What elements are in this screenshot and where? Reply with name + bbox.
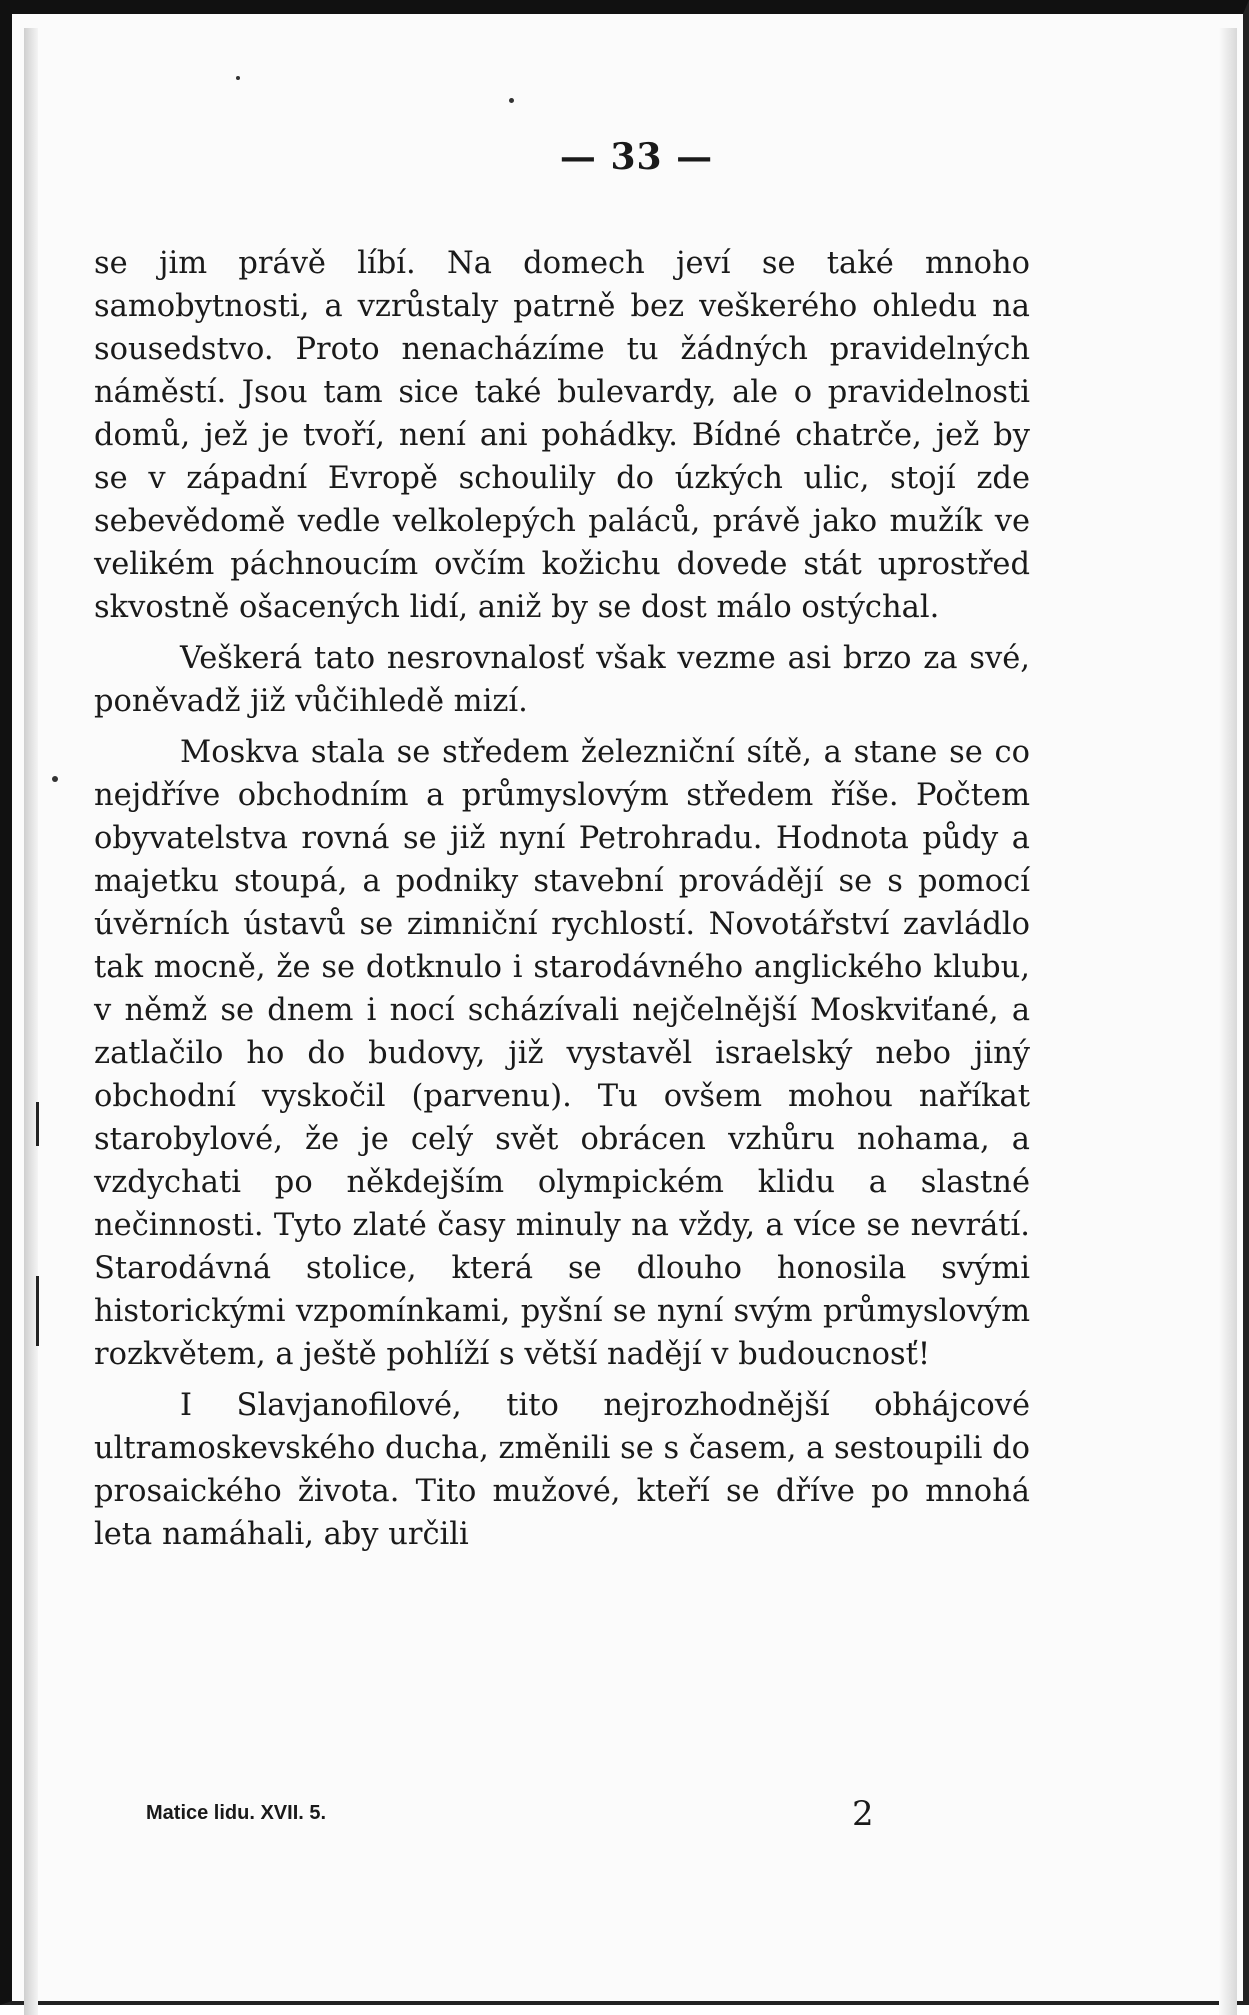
paragraph-2: Veškerá tato nesrovnalosť však vezme asi brzo za své, poněvadž již vůčihledě mizí. [94,641,1030,719]
print-speck [52,776,58,782]
margin-mark [36,1276,39,1346]
paragraph-3: Moskva stala se středem železniční sítě, a stane se co nejdříve obchodním a průmyslovým středem říše. Počtem obyvatelstva rovná se již nyní Petrohradu. Hodnota půdy a majetku stoupá, a podniky stavební provádějí se s pomocí úvěrních ústavů se zimniční rychlostí. Novotářství zavládlo tak mocně, že se dotknulo i starodávného anglického klubu, v němž se dnem i nocí scházívali nejčelnější Moskviťané, a zatlačilo ho do budovy, již vystavěl israelský nebo jiný obchodní vyskočil (parvenu). Tu ovšem mohou naříkat starobylové, že je celý svět obrácen vzhůru nohama, a vzdychati po někdejším olympickém klidu a slastné nečinnosti. Tyto zlaté časy minuly na vždy, a více se nevrátí. Starodávná stolice, která se dlouho honosila svými historickými vzpomínkami, pyšní se nyní svým průmyslovým rozkvětem, a ještě pohlíží s větší nadějí v budoucnosť! [94,735,1030,1372]
printer-signature: Matice lidu. XVII. 5. [146,1802,327,1824]
sheet-number: 2 [852,1794,874,1834]
print-speck [509,98,514,103]
page-number: — 33 — [559,136,714,178]
margin-mark [36,1102,39,1146]
paragraph-1: se jim právě líbí. Na domech jeví se také mnoho samobytnosti, a vzrůstaly patrně bez veškerého ohledu na sousedstvo. Proto nenacházíme tu žádných pravidelných náměstí. Jsou tam sice také bulevardy, ale o pravidelnosti domů, jež je tvoří, není ani pohádky. Bídné chatrče, jež by se v západní Evropě schoulily do úzkých ulic, stojí zde sebevědomě vedle velkolepých paláců, právě jako mužík ve velikém páchnoucím ovčím kožichu dovede stát uprostřed skvostně ošacených lidí, aniž by se dost málo ostýchal. [94,246,1030,625]
print-speck [236,76,240,80]
paragraph-4: I Slavjanofilové, tito nejrozhodnější obhájcové ultramoskevského ducha, změnili se s časem, a sestoupili do prosaického života. Tito mužové, kteří se dříve po mnohá leta namáhali, aby určili [94,1388,1030,1552]
page-edge-shadow [1219,28,1237,2015]
body-text [94,242,1030,1564]
page-binding-shadow [24,28,38,2015]
